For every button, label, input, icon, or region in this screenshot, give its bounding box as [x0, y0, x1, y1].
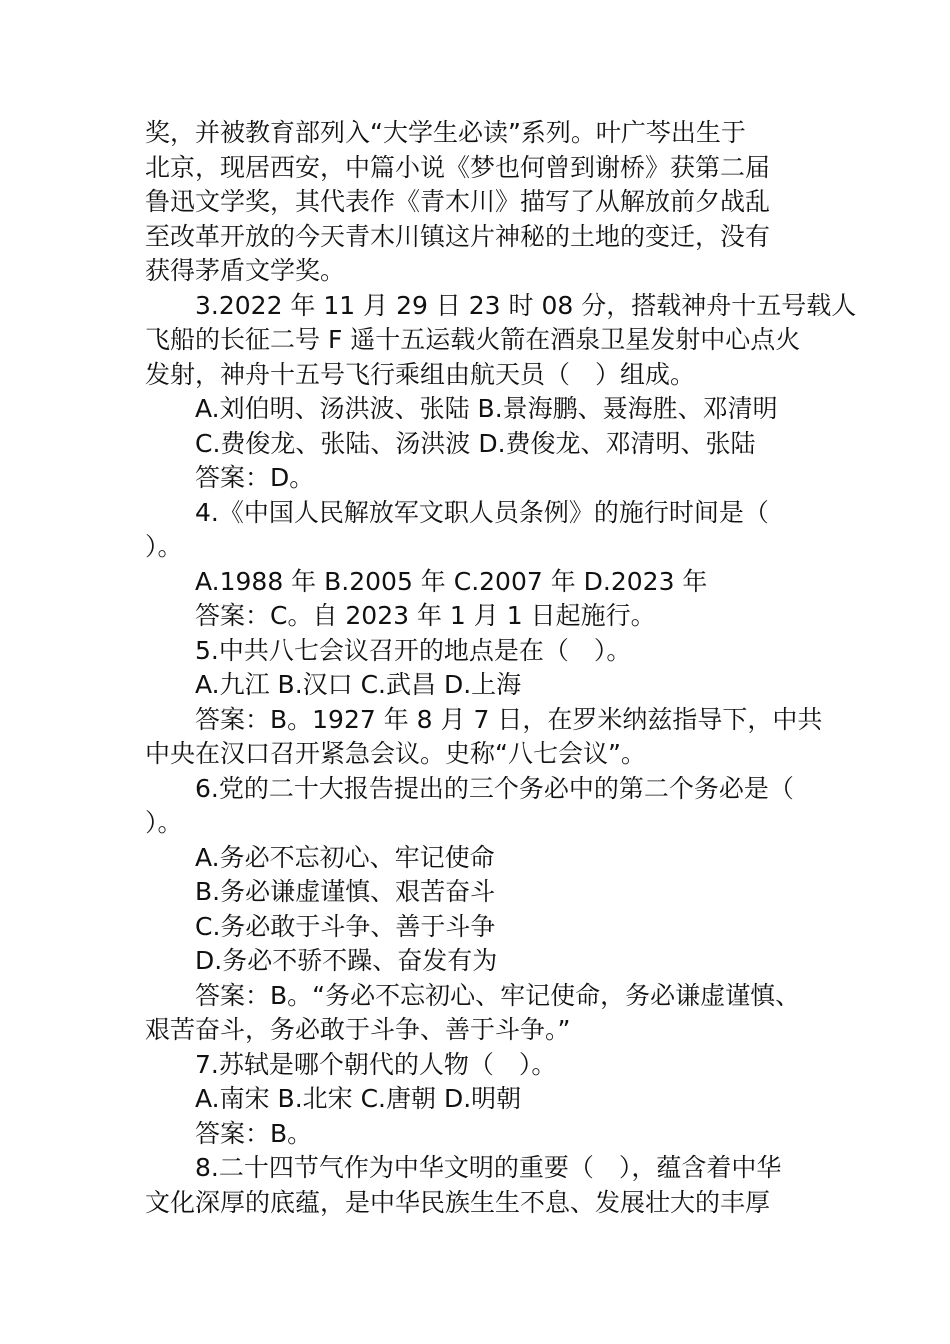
- question-6-answer: 答案：B。“务必不忘初心、牢记使命，务必谦虚谨慎、: [195, 980, 801, 1010]
- question-7-stem: 7.苏轼是哪个朝代的人物（ ）。: [195, 1049, 557, 1079]
- text-line: 文化深厚的底蕴，是中华民族生生不息、发展壮大的丰厚: [145, 1187, 771, 1217]
- question-7-answer: 答案：B。: [195, 1118, 313, 1148]
- question-6-option-c: C.务必敢于斗争、善于斗争: [195, 911, 496, 941]
- question-5-options: A.九江 B.汉口 C.武昌 D.上海: [195, 670, 522, 699]
- question-3-options-cd: C.费俊龙、张陆、汤洪波 D.费俊龙、邓清明、张陆: [195, 428, 756, 458]
- question-6-option-d: D.务必不骄不躁、奋发有为: [195, 946, 498, 975]
- question-6-option-a: A.务必不忘初心、牢记使命: [195, 842, 495, 872]
- document-body: [145, 116, 857, 1220]
- question-7-options: A.南宋 B.北宋 C.唐朝 D.明朝: [195, 1084, 522, 1113]
- question-4-answer: 答案：C。自 2023 年 1 月 1 日起施行。: [195, 601, 656, 630]
- question-3-answer: 答案：D。: [195, 463, 315, 492]
- text-line: 鲁迅文学奖，其代表作《青木川》描写了从解放前夕战乱: [145, 187, 771, 216]
- text-line: 获得茅盾文学奖。: [145, 256, 346, 285]
- text-line: 奖，并被教育部列入“大学生必读”系列。叶广芩出生于: [145, 118, 746, 147]
- question-3-stem: 3.2022 年 11 月 29 日 23 时 08 分，搭载神舟十五号载人: [195, 290, 857, 320]
- question-4-stem: 4.《中国人民解放军文职人员条例》的施行时间是（: [195, 497, 769, 527]
- question-4-options: A.1988 年 B.2005 年 C.2007 年 D.2023 年: [195, 566, 708, 596]
- text-line: 至改革开放的今天青木川镇这片神秘的土地的变迁，没有: [145, 221, 771, 251]
- text-line: 中央在汉口召开紧急会议。史称“八七会议”。: [145, 739, 646, 768]
- question-6-option-b: B.务必谦虚谨慎、艰苦奋斗: [195, 877, 496, 906]
- question-5-answer: 答案：B。1927 年 8 月 7 日，在罗米纳兹指导下，中共: [195, 704, 823, 734]
- question-5-stem: 5.中共八七会议召开的地点是在（ ）。: [195, 635, 632, 665]
- text-line: ）。: [145, 808, 183, 837]
- text-line: ）。: [145, 532, 183, 561]
- question-6-stem: 6.党的二十大报告提出的三个务必中的第二个务必是（: [195, 773, 794, 803]
- text-line: 飞船的长征二号 F 遥十五运载火箭在酒泉卫星发射中心点火: [145, 325, 801, 354]
- text-line: 发射，神舟十五号飞行乘组由航天员（ ）组成。: [145, 359, 696, 389]
- question-8-stem: 8.二十四节气作为中华文明的重要（ ），蕴含着中华: [195, 1153, 782, 1182]
- text-line: 艰苦奋斗，务必敢于斗争、善于斗争。”: [145, 1015, 571, 1044]
- text-line: 北京，现居西安，中篇小说《梦也何曾到谢桥》获第二届: [145, 152, 771, 182]
- question-3-options-ab: A.刘伯明、汤洪波、张陆 B.景海鹏、聂海胜、邓清明: [195, 394, 778, 423]
